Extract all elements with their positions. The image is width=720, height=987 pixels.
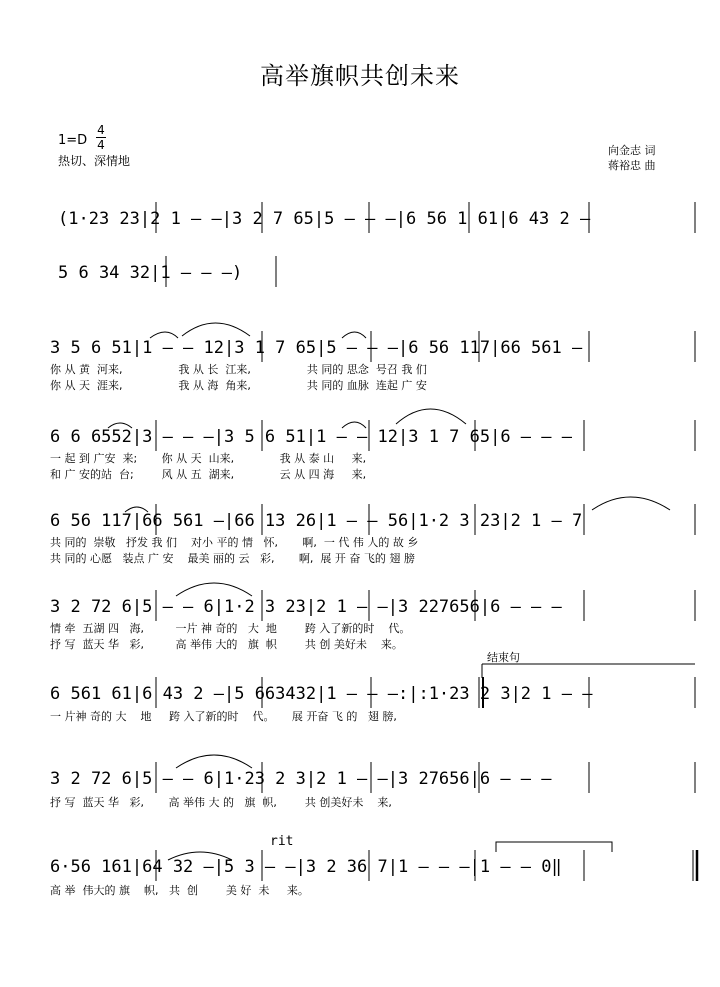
time-signature-top: 4 xyxy=(97,123,105,137)
tempo-marking: 热切、深情地 xyxy=(58,154,131,168)
score-line-6 xyxy=(50,583,695,651)
notes-line-2: 5 6 34 32|1 — — —) xyxy=(58,263,243,283)
key-signature: 1=D xyxy=(58,133,88,148)
rit-marking: rit xyxy=(270,834,294,849)
song-title: 高举旗帜共创未来 xyxy=(260,62,460,90)
score-line-4 xyxy=(50,409,695,481)
ending-label: 结束句 xyxy=(487,651,520,664)
notes-line-3: 3 5 6 51|1 — — 12|3 1 7 65|5 — — —|6 56 117|66 561 — xyxy=(50,338,583,358)
lyrics-line-9-verse-1: 高 举 伟大的 旗 帜, 共 创 美 好 未 来。 xyxy=(50,884,309,897)
score-line-9 xyxy=(50,842,697,897)
lyrics-line-3-verse-1: 你 从 黄 河来, 我 从 长 江来, 共 同的 思念 号召 我 们 xyxy=(50,363,427,376)
slur xyxy=(176,583,252,596)
lyrics-line-6-verse-2: 抒 写 蓝天 华 彩, 高 举伟 大的 旗 帜 共 创 美好未 来。 xyxy=(50,638,403,651)
lyrics-line-4-verse-1: 一 起 到 广安 来; 你 从 天 山来, 我 从 泰 山 来, xyxy=(50,452,367,465)
notes-line-9: 6·56 161|64 32 —|5 3 — —|3 2 36 7|1 — — —|1 — — 0‖ xyxy=(50,857,562,877)
score-line-2 xyxy=(58,256,276,287)
slur xyxy=(182,323,250,336)
lyrics-line-4-verse-2: 和 广 安的站 台; 风 从 五 湖来, 云 从 四 海 来, xyxy=(50,468,367,481)
slur xyxy=(592,497,670,510)
notes-line-1: (1·23 23|2 1 — —|3 2 7 65|5 — — —|6 56 1 61|6 43 2 — xyxy=(58,209,591,229)
time-signature-bottom: 4 xyxy=(97,138,105,152)
lyricist-credit: 向金志 词 xyxy=(608,144,656,157)
lyrics-line-5-verse-1: 共 同的 崇敬 抒发 我 们 对小 平的 情 怀, 啊, 一 代 伟 人的 故 乡 xyxy=(50,536,419,549)
composer-credit: 蒋裕忠 曲 xyxy=(608,159,656,172)
lyrics-line-8-verse-1: 抒 写 蓝天 华 彩, 高 举伟 大 的 旗 帜, 共 创美好未 来, xyxy=(50,796,392,809)
notes-line-8: 3 2 72 6|5 — — 6|1·23 2 3|2 1 — —|3 27656|6 — — — xyxy=(50,769,552,789)
lyrics-line-5-verse-2: 共 同的 心愿 装点 广 安 最美 丽的 云 彩, 啊, 展 开 奋 飞的 翅 膀 xyxy=(50,552,415,565)
lyrics-line-7-verse-1: 一 片神 奇的 大 地 跨 入了新的时 代。 展 开奋 飞 的 翅 膀, xyxy=(50,710,397,723)
score-line-7 xyxy=(50,677,695,723)
slur xyxy=(396,409,466,424)
lyrics-line-3-verse-2: 你 从 天 涯来, 我 从 海 角来, 共 同的 血脉 连起 广 安 xyxy=(50,379,427,392)
notes-line-6: 3 2 72 6|5 — — 6|1·2 3 23|2 1 — —|3 227656|6 — — — xyxy=(50,597,562,617)
score-line-1 xyxy=(58,202,695,233)
slur xyxy=(176,755,252,768)
notes-line-5: 6 56 117|66 561 —|66 13 26|1 — — 56|1·2 3 23|2 1 — 7 xyxy=(50,511,583,531)
fermata-bracket xyxy=(496,842,612,852)
score-line-8 xyxy=(50,755,695,809)
ending-bracket xyxy=(482,650,695,678)
notes-line-4: 6 6 6552|3 — — —|3 5 6 51|1 — — 12|3 1 7 65|6 — — — xyxy=(50,427,572,447)
notes-line-7: 6 561 61|6 43 2 —|5 663432|1 — — —:|:1·23 2 3|2 1 — — xyxy=(50,684,593,704)
score-line-5 xyxy=(50,497,695,565)
lyrics-line-6-verse-1: 情 牵 五湖 四 海, 一片 神 奇的 大 地 跨 入了新的时 代。 xyxy=(50,622,411,635)
score-line-3 xyxy=(50,323,695,392)
